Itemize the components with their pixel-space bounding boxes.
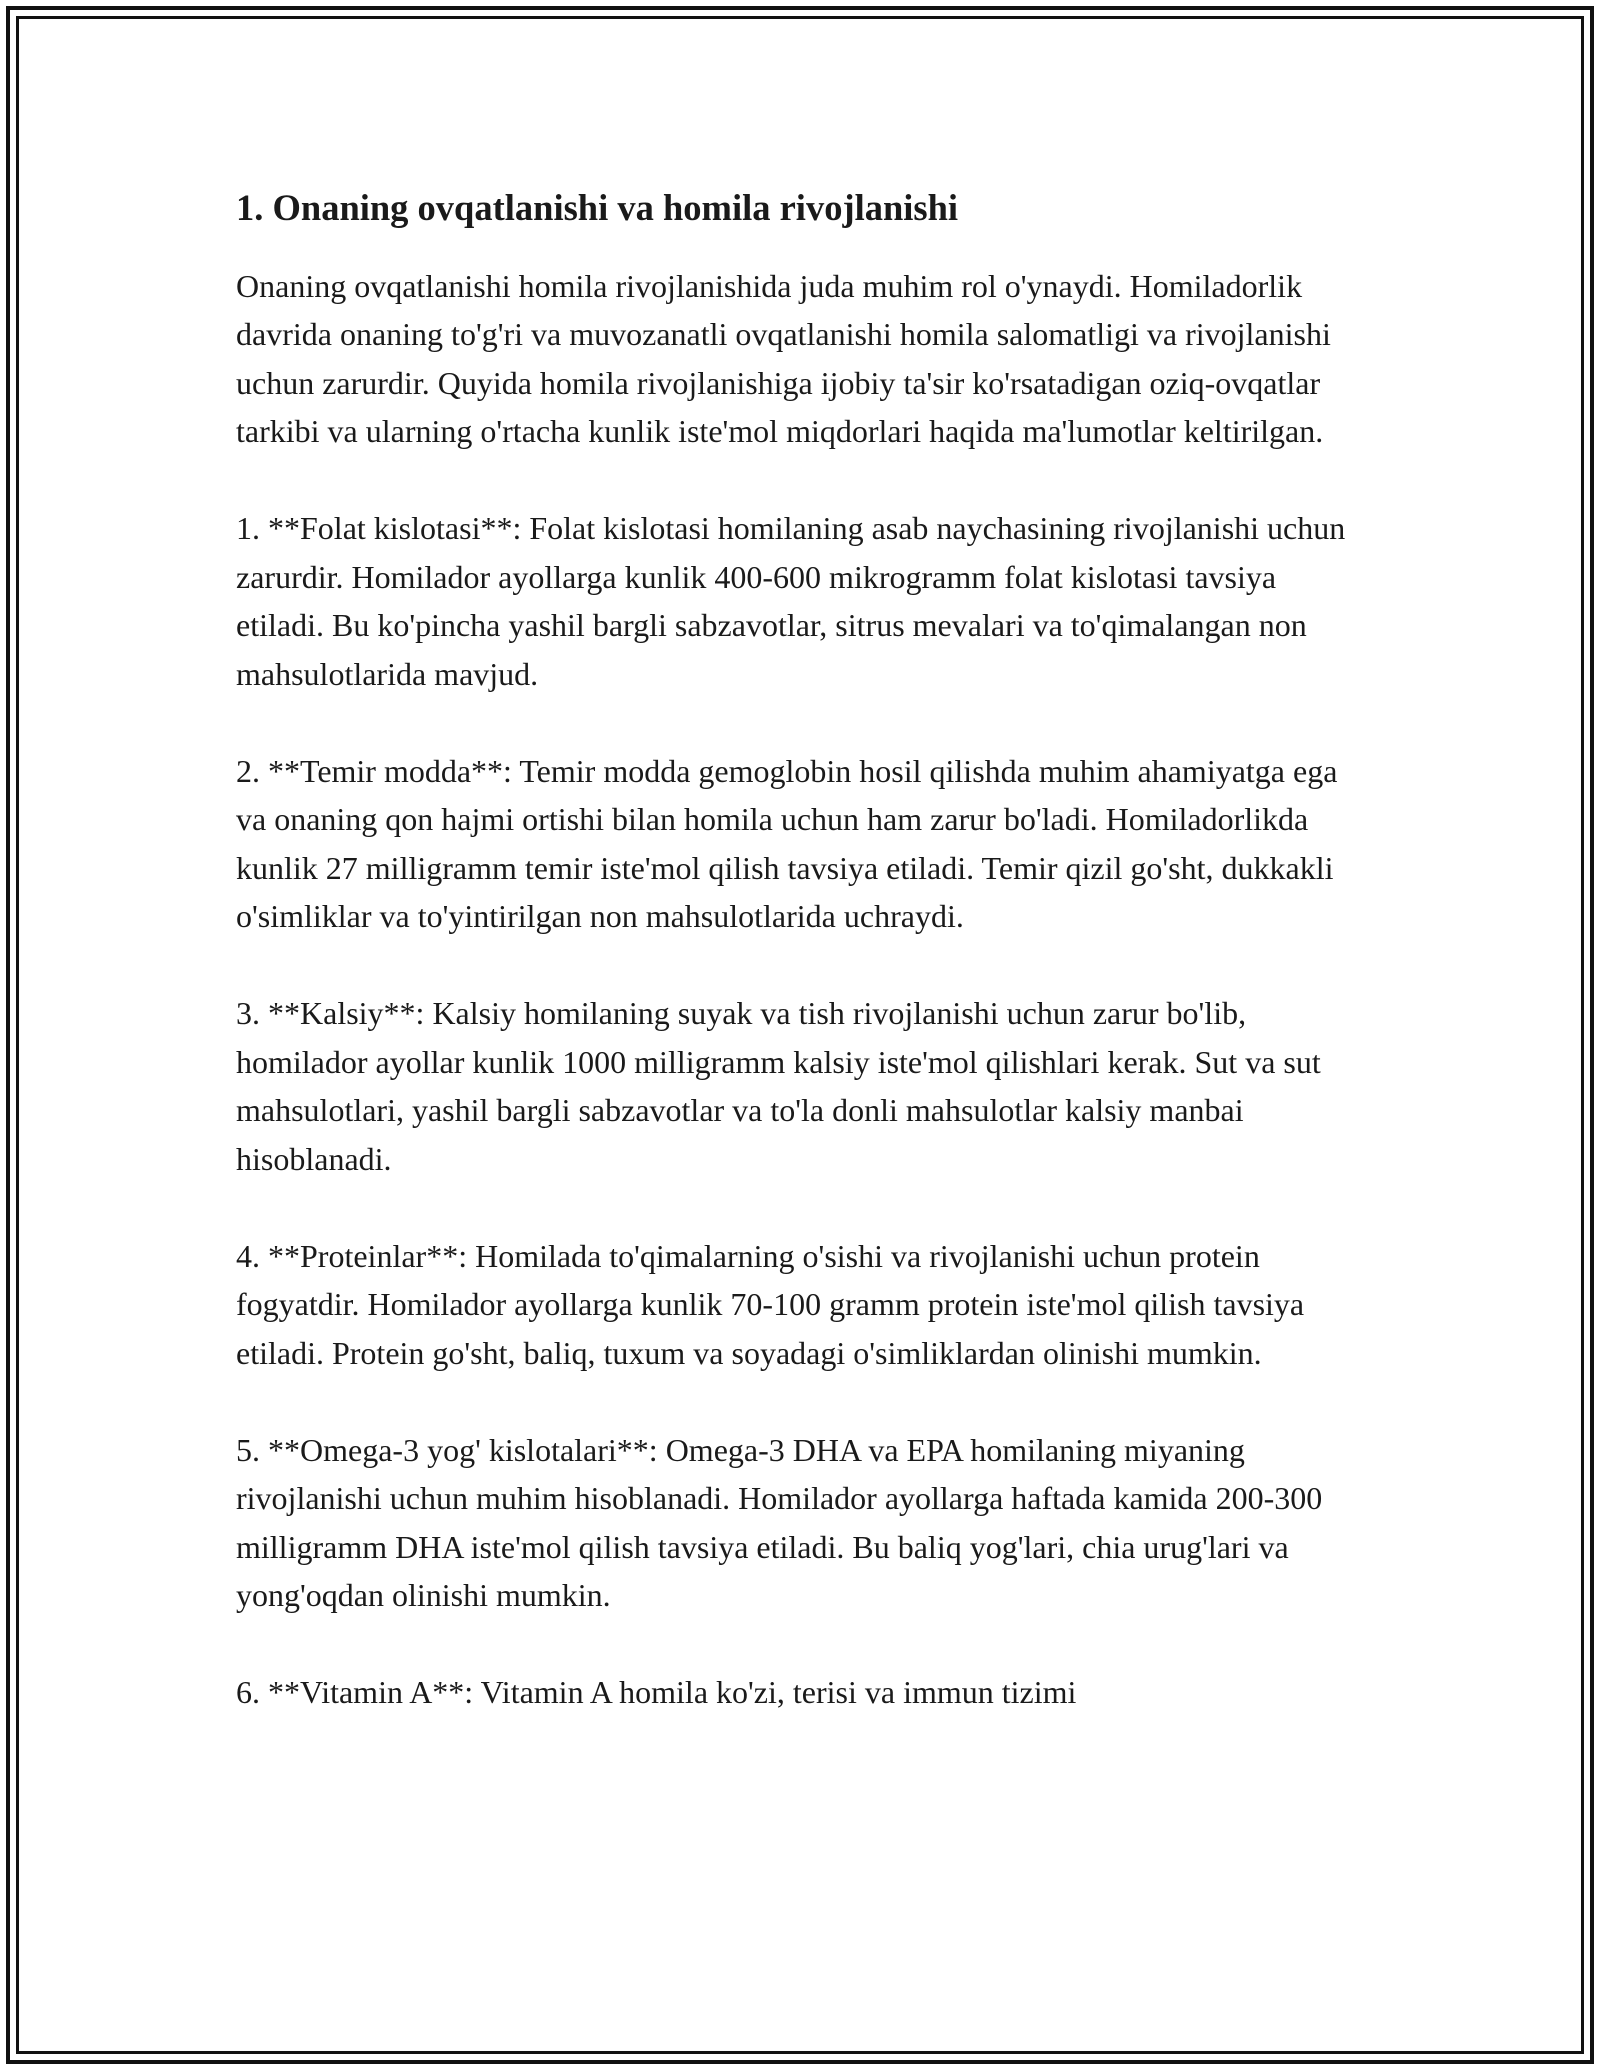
intro-paragraph: Onaning ovqatlanishi homila rivojlanishida juda muhim rol o'ynaydi. Homiladorlik davrida onaning to'g'ri va muvozanatli ovqatlanishi homila salomatligi va rivojlanishi uchun zarurdir. Quyida homila rivojlanishiga ijobiy ta'sir ko'rsatadigan oziq-ovqatlar tarkibi va ularning o'rtacha kunlik iste'mol miqdorlari haqida ma'lumotlar keltirilgan. bbox=[236, 267, 1331, 450]
list-item-protein: 4. **Proteinlar**: Homilada to'qimalarning o'sishi va rivojlanishi uchun protein fogyatdir. Homilador ayollarga kunlik 70-100 gramm protein iste'mol qilish tavsiya etiladi. Protein go'sht, baliq, tuxum va soyadagi o'simliklardan olinishi mumkin. bbox=[236, 1237, 1305, 1371]
list-item-iron: 2. **Temir modda**: Temir modda gemoglobin hosil qilishda muhim ahamiyatga ega va onaning qon hajmi ortishi bilan homila uchun ham zarur bo'ladi. Homiladorlikda kunlik 27 milligramm temir iste'mol qilish tavsiya etiladi. Temir qizil go'sht, dukkakli o'simliklar va to'yintirilgan non mahsulotlarida uchraydi. bbox=[236, 752, 1338, 935]
section-heading: 1. Onaning ovqatlanishi va homila rivojlanishi bbox=[236, 187, 959, 228]
list-item-omega3: 5. **Omega-3 yog' kislotalari**: Omega-3 DHA va EPA homilaning miyaning rivojlanishi uchun muhim hisoblanadi. Homilador ayollarga haftada kamida 200-300 milligramm DHA iste'mol qilish tavsiya etiladi. Bu baliq yog'lari, chia urug'lari va yong'oqdan olinishi mumkin. bbox=[236, 1431, 1323, 1614]
list-item-folate: 1. **Folat kislotasi**: Folat kislotasi homilaning asab naychasining rivojlanishi uchun zarurdir. Homilador ayollarga kunlik 400-600 mikrogramm folat kislotasi tavsiya etiladi. Bu ko'pincha yashil bargli sabzavotlar, sitrus mevalari va to'qimalangan non mahsulotlarida mavjud. bbox=[236, 510, 1346, 692]
document-body bbox=[236, 186, 1366, 1765]
list-item-vitamin-a: 6. **Vitamin A**: Vitamin A homila ko'zi, terisi va immun tizimi bbox=[236, 1674, 1077, 1711]
list-item-calcium: 3. **Kalsiy**: Kalsiy homilaning suyak va tish rivojlanishi uchun zarur bo'lib, homilador ayollar kunlik 1000 milligramm kalsiy iste'mol qilishlari kerak. Sut va sut mahsulotlari, yashil bargli sabzavotlar va to'la donli mahsulotlar kalsiy manbai hisoblanadi. bbox=[236, 995, 1321, 1177]
